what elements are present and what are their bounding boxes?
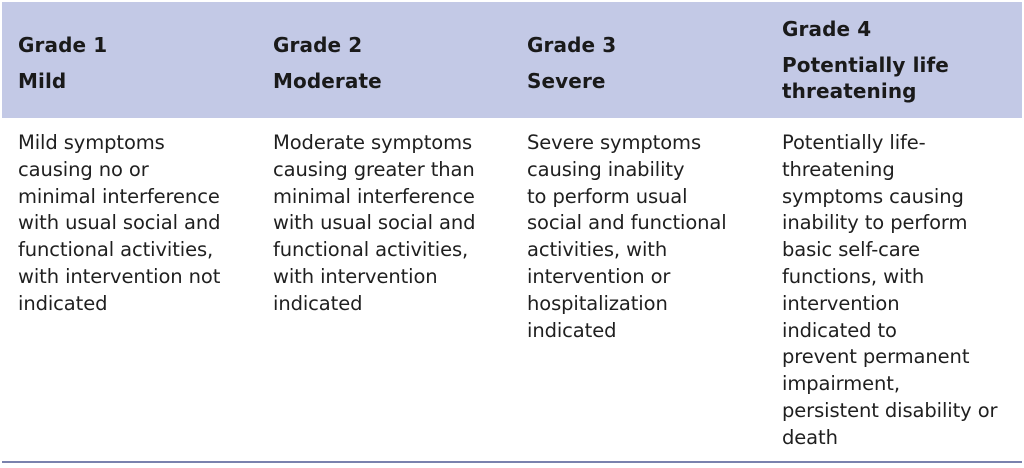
description-cell-grade-3: Severe symptoms causing inability to perform usual social and functional activities, with intervention or hospitalization indicated [527, 131, 727, 342]
header-cell-grade-1 [18, 32, 248, 104]
severity-label: Moderate [273, 69, 382, 93]
table-body-row [2, 118, 1022, 462]
grade-label: Grade 2 [273, 33, 363, 57]
grade-label: Grade 4 [782, 17, 872, 41]
header-cell-grade-3 [527, 32, 757, 104]
description-cell-grade-2: Moderate symptoms causing greater than minimal interference with usual social and functional activities, with intervention indicated [273, 131, 476, 315]
table-header-row [2, 2, 1022, 118]
severity-label: Mild [18, 69, 67, 93]
description-cell-grade-1: Mild symptoms causing no or minimal interference with usual social and functional activities, with intervention not indicated [18, 131, 221, 315]
description-cell-grade-4: Potentially life- threatening symptoms causing inability to perform basic self-care functions, with intervention indicated to prevent permanent impairment, persistent disability or death [782, 131, 998, 449]
table-bottom-rule [2, 461, 1022, 463]
severity-label: Potentially life threatening [782, 53, 949, 103]
grade-label: Grade 1 [18, 33, 108, 57]
grading-table [2, 2, 1022, 464]
header-cell-grade-4 [782, 16, 1017, 104]
header-cell-grade-2 [273, 32, 503, 104]
severity-label: Severe [527, 69, 606, 93]
grade-label: Grade 3 [527, 33, 617, 57]
